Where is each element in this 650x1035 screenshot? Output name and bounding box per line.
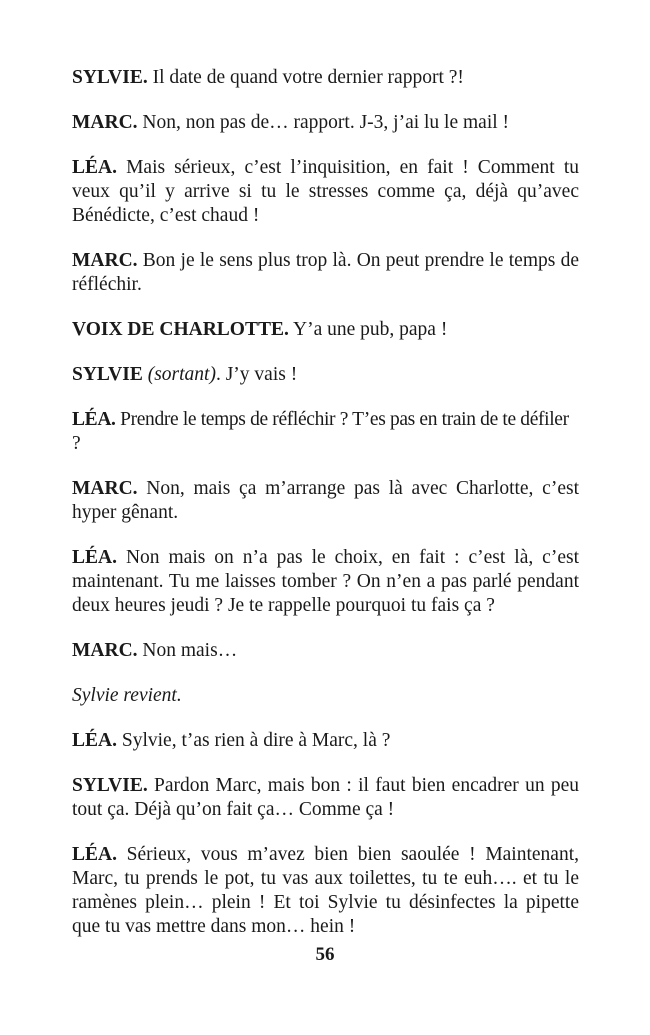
speaker-name: MARC. <box>72 250 138 271</box>
speaker-name: LÉA. <box>72 730 117 751</box>
speaker-name: LÉA. <box>72 157 117 178</box>
speaker-name: LÉA. <box>72 409 116 430</box>
line-text: Y’a une pub, papa ! <box>288 319 448 340</box>
dialogue-line <box>72 318 579 342</box>
dialogue-line <box>72 843 579 939</box>
play-script-page <box>72 66 579 960</box>
dialogue-line <box>72 249 579 297</box>
line-text: Non, non pas de… rapport. J-3, j’ai lu le mail ! <box>137 112 510 133</box>
stage-direction-inline: (sortant) <box>142 364 216 385</box>
speaker-name: LÉA. <box>72 547 117 568</box>
line-text: Non, mais ça m’arrange pas là avec Charlotte, c’est hyper gênant. <box>72 478 579 523</box>
speaker-name: SYLVIE. <box>72 775 148 796</box>
line-text: Bon je le sens plus trop là. On peut prendre le temps de réfléchir. <box>72 250 579 295</box>
line-text: Il date de quand votre dernier rapport ?! <box>147 67 464 88</box>
dialogue-line <box>72 774 579 822</box>
speaker-name: SYLVIE. <box>72 67 148 88</box>
dialogue-line <box>72 639 579 663</box>
speaker-name: MARC. <box>72 112 138 133</box>
line-text: Non mais… <box>137 640 238 661</box>
dialogue-line <box>72 729 579 753</box>
dialogue-line <box>72 477 579 525</box>
dialogue-line <box>72 156 579 228</box>
dialogue-line <box>72 363 579 387</box>
dialogue-line <box>72 111 579 135</box>
speaker-name: MARC. <box>72 640 138 661</box>
speaker-name: SYLVIE <box>72 364 143 385</box>
page-number: 56 <box>315 944 335 965</box>
line-text: Mais sérieux, c’est l’inquisition, en fait ! Comment tu veux qu’il y arrive si tu le stresses comme ça, déjà qu’avec Bénédicte, c’est chaud ! <box>72 157 579 226</box>
line-text: Sérieux, vous m’avez bien bien saoulée ! Maintenant, Marc, tu prends le pot, tu vas aux toilettes, tu te euh…. et tu le ramènes plein… plein ! Et toi Sylvie tu désinfectes la pipette que tu vas mettre dans mon… hein ! <box>72 844 579 937</box>
dialogue-line <box>72 66 579 90</box>
line-text: . J’y vais ! <box>215 364 298 385</box>
line-text: Prendre le temps de réfléchir ? T’es pas en train de te défiler ? <box>72 409 569 454</box>
line-text: Sylvie, t’as rien à dire à Marc, là ? <box>116 730 391 751</box>
stage-direction: Sylvie revient. <box>72 685 182 706</box>
line-text: Non mais on n’a pas le choix, en fait : c’est là, c’est maintenant. Tu me laisses tomber ? On n’en a pas parlé pendant deux heures jeudi ? Je te rappelle pourquoi tu fais ça ? <box>72 547 579 616</box>
speaker-name: VOIX DE CHARLOTTE. <box>72 319 289 340</box>
dialogue-line <box>72 546 579 618</box>
line-text: Pardon Marc, mais bon : il faut bien encadrer un peu tout ça. Déjà qu’on fait ça… Comme ça ! <box>72 775 579 820</box>
dialogue-line <box>72 408 579 456</box>
speaker-name: LÉA. <box>72 844 117 865</box>
speaker-name: MARC. <box>72 478 138 499</box>
